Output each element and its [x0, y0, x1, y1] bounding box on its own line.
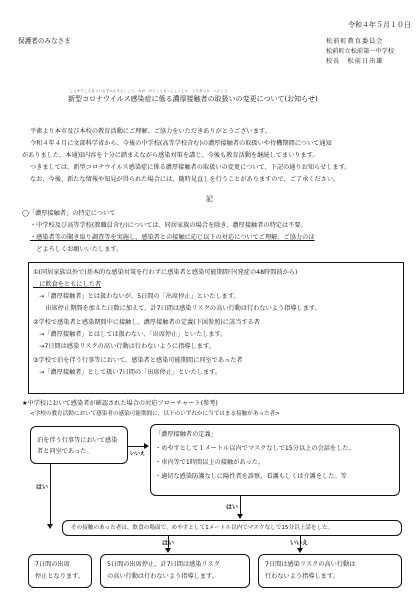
addressee: 保護者のみなさま	[18, 37, 71, 45]
arrow-no-1-head	[144, 443, 149, 449]
result-box-3	[258, 554, 402, 588]
date: 令和４年５月１０日	[348, 21, 411, 29]
definition-box	[150, 424, 400, 496]
sender-school: 松前町立松前第一中学校	[326, 48, 395, 55]
question-box-eating	[62, 520, 402, 536]
result3-line-1: 7日間は感染リスクの高い行動は	[265, 561, 356, 568]
question-overnight-text: 泊を伴う行事等において感染者と同室であった。	[37, 437, 118, 455]
sender-principal: 校長 松前日出雄	[326, 58, 384, 65]
page-title: 新型コロナウイルス感染症に係る濃厚接触者の取扱いの変更について(お知らせ)	[68, 95, 318, 103]
flowchart-subtitle: <学校の教育活動において感染者の感染可能期間に、以下のいずれかに当てはまる接触があった者>	[30, 411, 280, 417]
intro-line-5: なお、今後、新たな情報や知見が得られた場合には、随時見直しを行うことがありますので、ご了承ください。	[30, 176, 340, 183]
title-ruby: しんがたころなういるすかんせんしょう かか のうこうせっしょくしゃ とりあつか へんこう	[70, 89, 228, 93]
sender-board: 松前町教育委員会	[326, 38, 384, 45]
result-box-1	[28, 554, 92, 588]
result-box-2	[100, 554, 250, 588]
question-eating-text: その接触のあった者は、飲食の場面で、めやすとして1メートル以内でマスクなしで15分以上話をした。	[71, 525, 334, 531]
intro-line-4: つきましては、新型コロナウイルス感染症に係る濃厚接触者の取扱いの変更について、下記の通りお知らせします。	[30, 164, 351, 171]
definition-item-2: ・車内等で1時間以上の接触があった。	[155, 459, 265, 466]
contact-cases-box	[28, 262, 404, 394]
label-yes-3: はい	[162, 540, 175, 547]
flowchart-title: ★中学校において感染者が確認された場合の対応フローチャート(参考)	[22, 400, 218, 407]
arrow-yes-3-head	[165, 548, 171, 553]
case2-line-1: ②学校で感染者と感染期間中に接触し、濃厚接触者の定義(下図参照)に該当する者	[33, 319, 260, 326]
definition-title: 「濃厚接触者の定義」	[155, 431, 217, 438]
ki-mark: 記	[206, 195, 213, 203]
case1-line-3: →「濃厚接触者」とは扱わないが、5日間の「出席停止」といたします。	[33, 293, 240, 300]
definition-item-1: ・めやすとして１メートル以内でマスクなしで15分以上の会話をした。	[155, 445, 355, 452]
arrow-yes-1-head	[47, 524, 53, 529]
section1-line-1: ・中学校及び高等学校(教職員含む)については、同居家族の場合を除き、濃厚接触者の特定は不要。	[30, 222, 307, 229]
case1-line-4: 出席停止期間を加えた日数に加えて、計7日間は感染リスクの高い行動は行わないよう指導します。	[33, 305, 321, 312]
result2-line-2: の高い行動は行わないよう指導します。	[107, 573, 218, 580]
section1-heading: ◯「濃厚接触者」の特定について	[22, 210, 116, 217]
intro-line-1: 平素より本市及び本校の教育活動にご理解、ご協力をいただきありがとうございます。	[30, 128, 271, 135]
result1-line-2: 停止となります。	[35, 573, 85, 580]
case1-line-2: に飲食をともにした者	[33, 281, 102, 288]
section1-line-3: どよろしくお願いいたします。	[30, 246, 123, 253]
definition-item-3: ・適切な感染防護なしに陽性者を診察、看護もしくは介護をした。等	[155, 473, 347, 480]
case2-line-2: →「濃厚接触者」とはしては扱わない、「出席停止」といたします。	[33, 331, 227, 338]
intro-line-3: がありました。本通知内容を十分に踏まえながら感染対策を講じ、今後も教育活動を継続してまいります。	[22, 152, 319, 159]
section1-line-2: ・感染者等の聞き取り調査等を実施し、感染者との接触に応じ以下の対応についてご理解、ご協力のほ	[30, 234, 315, 241]
result1-line-1: 7日間の出席	[35, 561, 70, 568]
label-no-1: いいえ	[130, 451, 146, 457]
case3-line-2: →「濃厚接触者」として扱い7日間の「出席停止」といたします。	[33, 369, 222, 376]
label-yes-2: はい	[226, 504, 239, 511]
label-no-3: いいえ	[290, 540, 309, 547]
intro-line-2: 令和４年４月に文部科学省から、今後の中学校(高等学校含む)の濃厚接触者の取扱いや待機期間について通知	[30, 140, 332, 147]
case1-line-1: ①(同居家族以外で)基本的な感染対策を行わずに感染者と感染可能期間中(発症の48時間前から)	[33, 269, 298, 276]
result3-line-2: 行わないよう指導します。	[265, 573, 339, 580]
result2-line-1: 5日間の出席停止、計7日間は感染リスク	[107, 561, 220, 568]
arrow-no-3-head	[297, 548, 303, 553]
case2-line-3: →7日間は感染リスクの高い行動は行わないように指導します。	[33, 343, 215, 350]
arrow-def-to-q2-head	[237, 514, 243, 519]
arrow-def-to-q2	[240, 496, 241, 516]
case3-line-1: ③学校で泊を伴う行事等において、感染者と感染可能期間に同室であった者	[33, 357, 243, 364]
arrow-yes-1	[50, 464, 51, 526]
question-box-overnight	[30, 426, 128, 464]
label-yes-1: はい	[36, 484, 49, 491]
